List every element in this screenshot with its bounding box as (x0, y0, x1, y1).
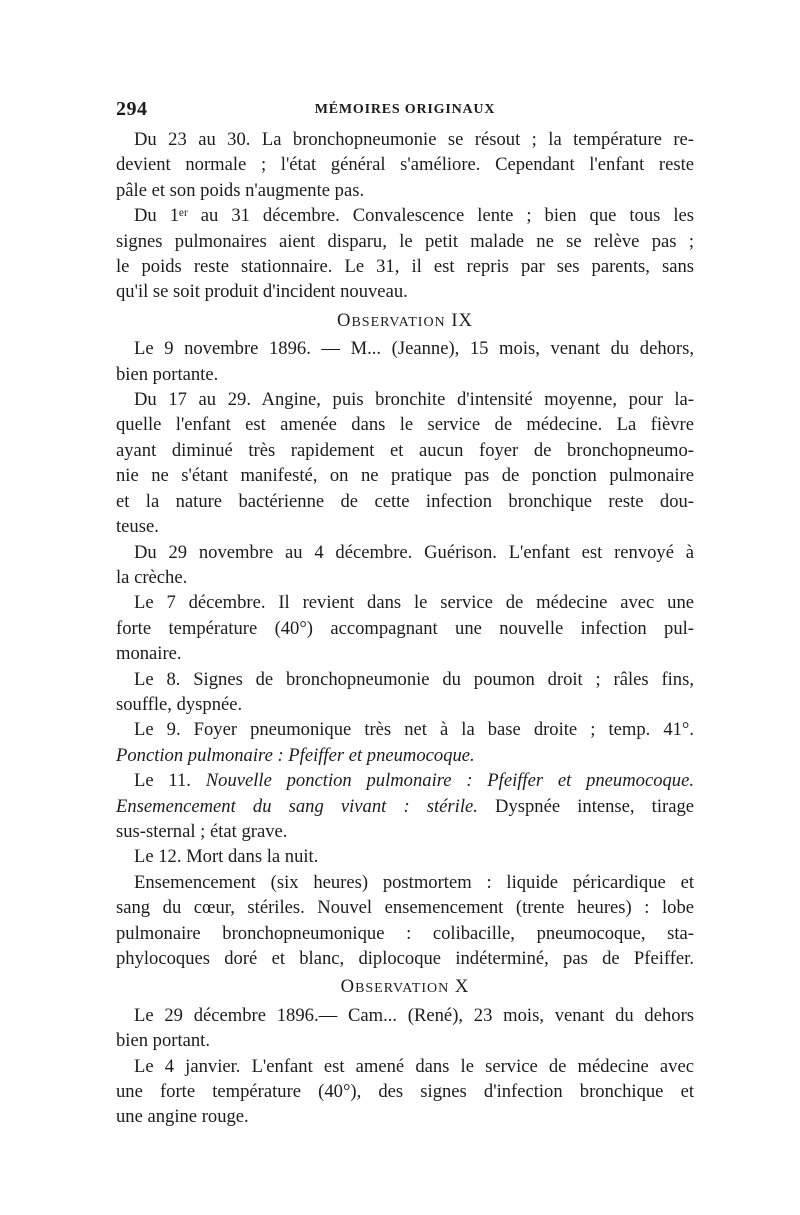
page-number: 294 (116, 98, 148, 120)
text-line: Le 12. Mort dans la nuit. (134, 846, 319, 868)
text-line: Du 1ᵉʳ au 31 décembre. Convalescence lente ; bien que tous les (134, 205, 694, 227)
text-line: bien portant. (116, 1030, 210, 1052)
text-line: souffle, dyspnée. (116, 693, 243, 715)
text-line: sang du cœur, stériles. Nouvel ensemencement (trente heures) : lobe (116, 897, 694, 919)
body-text (116, 127, 694, 1130)
section-title-observation-ix: OBSERVATION IX (337, 309, 473, 331)
text-line: Le 7 décembre. Il revient dans le service de médecine avec une (134, 592, 694, 614)
text-line: une forte température (40°), des signes d'infection bronchique et (116, 1081, 694, 1103)
section-title-observation-x: OBSERVATION X (340, 976, 470, 998)
text-line: la crèche. (116, 566, 188, 588)
text-line: pâle et son poids n'augmente pas. (116, 179, 365, 201)
page-header (116, 98, 694, 126)
text-line: bien portante. (116, 363, 219, 385)
text-line: pulmonaire bronchopneumonique : colibacille, pneumocoque, sta- (116, 922, 694, 944)
text-line: teuse. (116, 516, 159, 538)
text-line: Le 29 décembre 1896.— Cam... (René), 23 mois, venant du dehors (134, 1004, 694, 1026)
text-line: Le 11. Nouvelle ponction pulmonaire : Pfeiffer et pneumocoque. (134, 770, 694, 792)
text-line: signes pulmonaires aient disparu, le petit malade ne se relève pas ; (116, 230, 694, 252)
text-line: qu'il se soit produit d'incident nouveau. (116, 281, 408, 303)
text-line: une angine rouge. (116, 1106, 249, 1128)
text-line: phylocoques doré et blanc, diplocoque indéterminé, pas de Pfeiffer. (116, 948, 694, 969)
text-line-italic: Ponction pulmonaire : Pfeiffer et pneumocoque. (116, 744, 475, 766)
text-line: et la nature bactérienne de cette infection bronchique reste dou- (116, 490, 694, 512)
text-line: Du 23 au 30. La bronchopneumonie se résout ; la température re- (134, 129, 694, 150)
text-line: forte température (40°) accompagnant une nouvelle infection pul- (116, 617, 694, 639)
text-line: Le 4 janvier. L'enfant est amené dans le service de médecine avec (134, 1055, 694, 1077)
running-head: MÉMOIRES ORIGINAUX (314, 102, 496, 117)
text-line: Ensemencement (six heures) postmortem : liquide péricardique et (134, 871, 694, 893)
text-line: le poids reste stationnaire. Le 31, il est repris par ses parents, sans (116, 256, 694, 278)
text-line: monaire. (116, 643, 182, 665)
text-line: Ensemencement du sang vivant : stérile. Dyspnée intense, tirage (116, 795, 695, 817)
text-line: devient normale ; l'état général s'améliore. Cependant l'enfant reste (116, 154, 694, 176)
text-line: Du 29 novembre au 4 décembre. Guérison. L'enfant est renvoyé à (134, 541, 694, 563)
text-line: Le 8. Signes de bronchopneumonie du poumon droit ; râles fins, (134, 668, 694, 690)
text-line: nie ne s'étant manifesté, on ne pratique pas de ponction pulmonaire (116, 465, 694, 487)
text-line: quelle l'enfant est amenée dans le service de médecine. La fièvre (116, 414, 694, 436)
text-line: Le 9. Foyer pneumonique très net à la base droite ; temp. 41°. (134, 719, 694, 741)
text-line: Du 17 au 29. Angine, puis bronchite d'intensité moyenne, pour la- (134, 389, 694, 411)
text-line: sus-sternal ; état grave. (116, 820, 288, 842)
text-line: Le 9 novembre 1896. — M... (Jeanne), 15 mois, venant du dehors, (134, 338, 694, 360)
text-line: ayant diminué très rapidement et aucun foyer de bronchopneumo- (116, 439, 694, 461)
